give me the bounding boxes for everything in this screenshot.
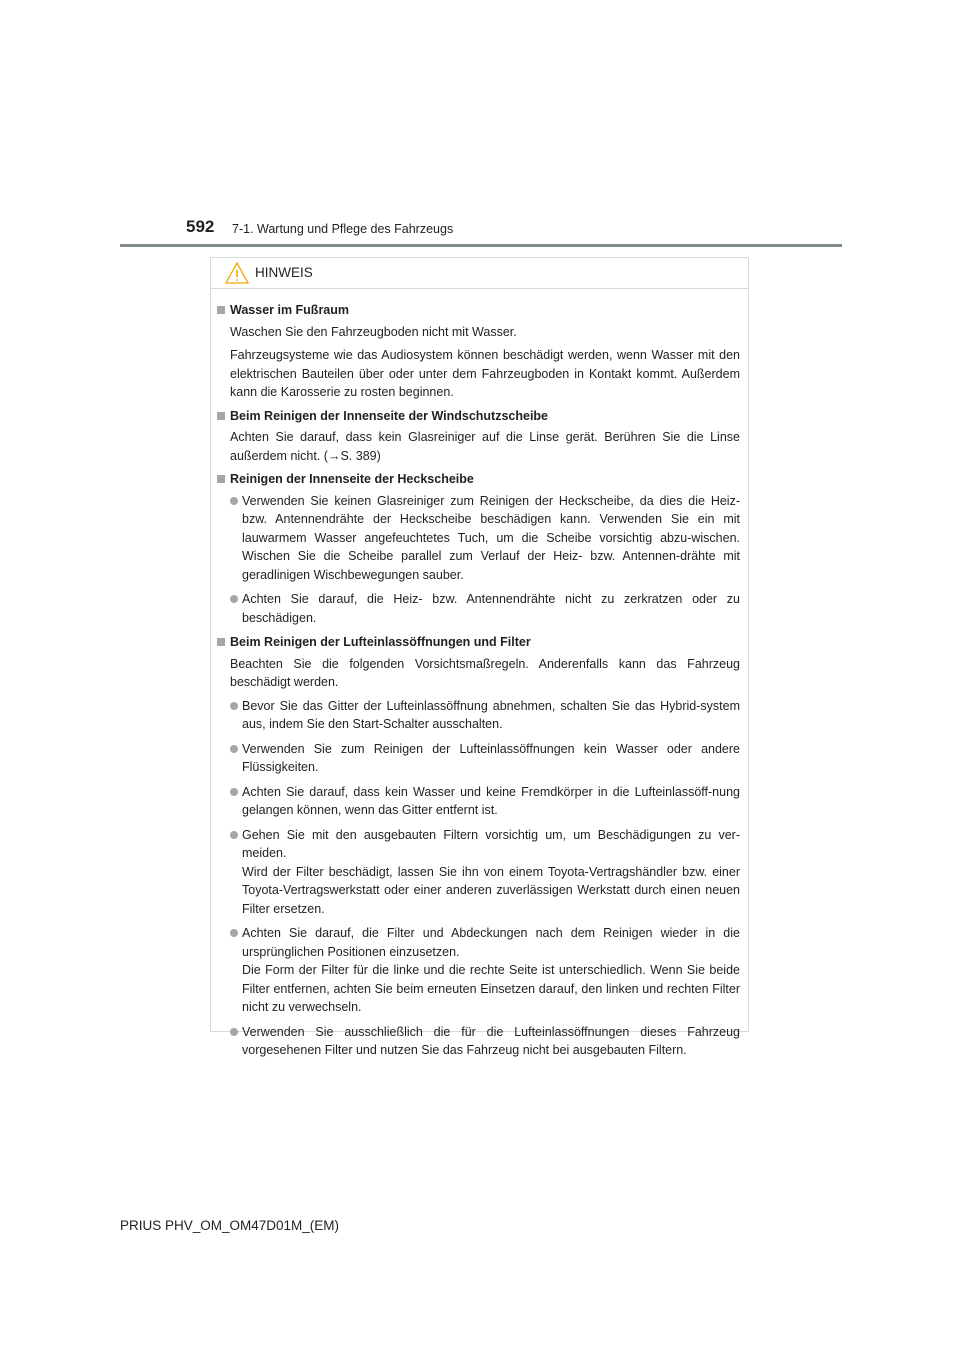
- round-bullet-icon: [230, 702, 238, 710]
- bullet-item: [217, 697, 740, 734]
- topic-heading: [217, 407, 740, 426]
- bullet-item: [217, 826, 740, 919]
- notice-topic: [217, 407, 740, 466]
- bullet-text: Achten Sie darauf, die Heiz- bzw. Antennendrähte nicht zu zerkratzen oder zu beschädigen.: [242, 592, 740, 625]
- notice-topic: [217, 301, 740, 402]
- bullet-text: Verwenden Sie zum Reinigen der Lufteinlassöffnungen kein Wasser oder andere Flüssigkeiten.: [242, 741, 740, 774]
- topic-heading: [217, 301, 740, 320]
- notice-box: [210, 257, 749, 1057]
- section-title: 7-1. Wartung und Pflege des Fahrzeugs: [232, 222, 454, 236]
- bullet-text: Verwenden Sie keinen Glasreiniger zum Reinigen der Heckscheibe, da dies die Heiz- bzw. Antennendrähte der Heckscheibe beschädigen kann. Verwenden Sie ein mit lauwarmem Wasser angefeuchtetes Tuch, um die Scheibe vorsichtig abzu-wischen. Wischen Sie die Scheibe parallel zum Verlauf der Heiz- bzw. Antennen-drähte mit geradlinigen Wischbewegungen sauber.: [242, 493, 740, 582]
- topic-paragraph: Beachten Sie die folgenden Vorsichtsmaßregeln. Anderenfalls kann das Fahrzeug beschädigt werden.: [230, 656, 740, 689]
- bullet-text: Achten Sie darauf, dass kein Wasser und keine Fremdkörper in die Lufteinlassöff-nung gelangen können, wenn das Gitter entfernt ist.: [242, 784, 740, 817]
- topic-heading-text: Beim Reinigen der Lufteinlassöffnungen und Filter: [230, 635, 531, 649]
- square-bullet-icon: [217, 638, 225, 646]
- round-bullet-icon: [230, 745, 238, 753]
- bullet-text: Wird der Filter beschädigt, lassen Sie ihn von einem Toyota-Vertragshändler bzw. einer Toyota-Vertragswerkstatt oder einer anderen zuverlässigen Werkstatt durch einen neuen Filter ersetzen.: [242, 864, 740, 916]
- topic-heading-text: Wasser im Fußraum: [230, 303, 350, 317]
- footer-model-code: PRIUS PHV_OM_OM47D01M_(EM): [120, 1218, 340, 1233]
- square-bullet-icon: [217, 306, 225, 314]
- bullet-text: Gehen Sie mit den ausgebauten Filtern vorsichtig um, um Beschädigungen zu ver-meiden.: [242, 827, 740, 860]
- header-rule: [120, 244, 842, 247]
- notice-topic: [217, 470, 740, 627]
- bullet-item: [217, 1023, 740, 1060]
- notice-topic: [217, 633, 740, 1060]
- topic-heading-text: Reinigen der Innenseite der Heckscheibe: [230, 472, 474, 486]
- square-bullet-icon: [217, 475, 225, 483]
- bullet-item: [217, 740, 740, 777]
- round-bullet-icon: [230, 831, 238, 839]
- bullet-text: Die Form der Filter für die linke und die rechte Seite ist unterschiedlich. Wenn Sie beide Filter entfernen, achten Sie beim erneuten Einsetzen darauf, den linken und rechten Filter nicht zu verwechseln.: [242, 963, 740, 1014]
- round-bullet-icon: [230, 1028, 238, 1036]
- bullet-item: [217, 492, 740, 585]
- topic-heading: [217, 633, 740, 652]
- topic-paragraph: Waschen Sie den Fahrzeugboden nicht mit Wasser.: [230, 324, 517, 339]
- round-bullet-icon: [230, 497, 238, 505]
- page-number: 592: [186, 217, 215, 236]
- bullet-text: Achten Sie darauf, die Filter und Abdeckungen nach dem Reinigen wieder in die ursprünglichen Positionen einzusetzen.: [242, 926, 740, 959]
- notice-body: [211, 289, 748, 1060]
- topic-heading-text: Beim Reinigen der Innenseite der Windschutzscheibe: [230, 408, 549, 423]
- round-bullet-icon: [230, 788, 238, 796]
- warning-triangle-icon: [225, 262, 249, 284]
- bullet-item: [217, 590, 740, 627]
- bullet-item: [217, 783, 740, 820]
- bullet-item: [217, 924, 740, 1017]
- round-bullet-icon: [230, 595, 238, 603]
- topic-paragraph: Achten Sie darauf, dass kein Glasreiniger auf die Linse gerät. Berühren Sie die Linse außerdem nicht. (→S. 389): [230, 430, 740, 463]
- topic-paragraph: Fahrzeugsysteme wie das Audiosystem können beschädigt werden, wenn Wasser mit den elektrischen Bauteilen über oder unter dem Fahrzeugboden in Kontakt kommt. Außerdem kann die Karosserie zu rosten beginnen.: [230, 348, 740, 399]
- notice-title: HINWEIS: [255, 265, 313, 280]
- round-bullet-icon: [230, 929, 238, 937]
- bullet-text: Verwenden Sie ausschließlich die für die Lufteinlassöffnungen dieses Fahrzeug vorgesehenen Filter und nutzen Sie das Fahrzeug nicht bei ausgebauten Filtern.: [242, 1024, 740, 1057]
- square-bullet-icon: [217, 412, 225, 420]
- notice-header: [211, 258, 748, 289]
- topic-heading: [217, 470, 740, 489]
- bullet-text: Bevor Sie das Gitter der Lufteinlassöffnung abnehmen, schalten Sie das Hybrid-system aus, indem Sie den Start-Schalter ausschalten.: [242, 698, 740, 731]
